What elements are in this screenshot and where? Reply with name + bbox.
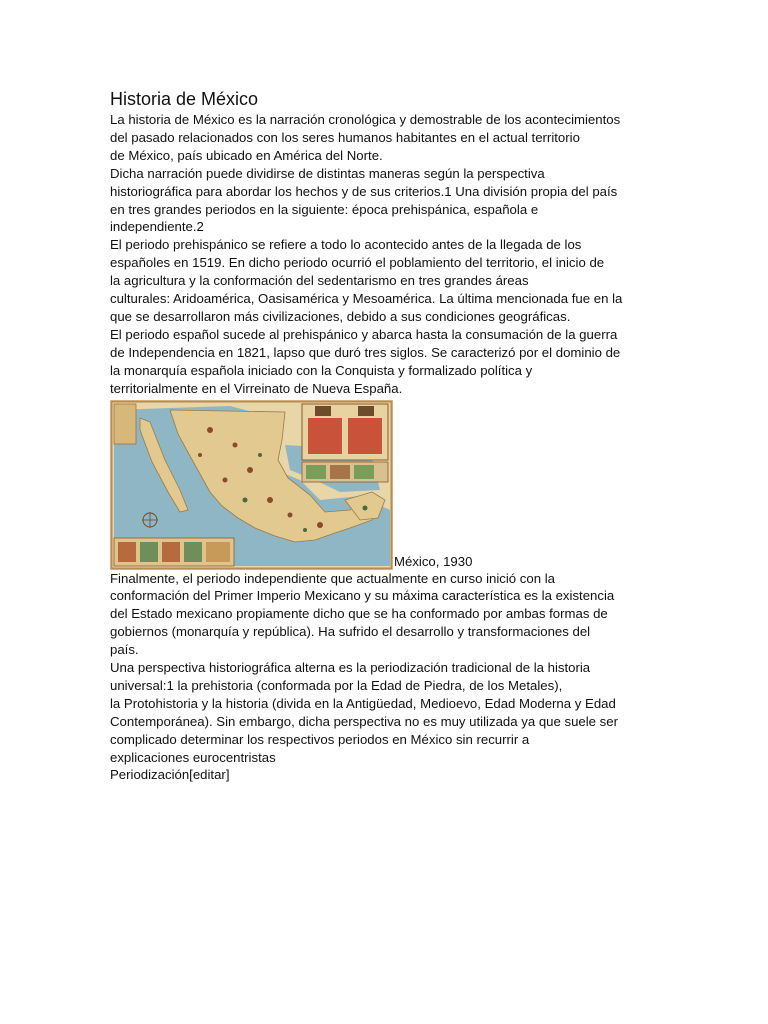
figure-mexico-1930 xyxy=(110,400,662,570)
paragraph-periodization: Una perspectiva historiográfica alterna es la periodización tradicional de la historia universal:1 la prehistoria (conformada por la Edad de Piedra, de los Metales), la Protohistoria y la historia (divida en la Antigüedad, Medioevo, Edad Moderna y Edad Contemporánea). Sin embargo, dicha perspectiva no es muy utilizada ya que suele ser complicado determinar los respectivos periodos en México sin recurrir a explicaciones eurocentristas xyxy=(110,660,619,765)
document-title: Historia de México xyxy=(110,89,259,109)
mexico-1930-map-image xyxy=(110,400,393,570)
section-heading-periodizacion: Periodización[editar] xyxy=(110,767,230,783)
document-page xyxy=(110,88,662,784)
paragraph-intro: La historia de México es la narración cronológica y demostrable de los acontecimientos del pasado relacionados con los seres humanos habitantes en el actual territorio de México, país ubicado en América del Norte. xyxy=(110,112,621,163)
paragraph-division: Dicha narración puede dividirse de distintas maneras según la perspectiva historiográfica para abordar los hechos y de sus criterios.1 Una división propia del país en tres grandes periodos en la siguiente: época prehispánica, española e independiente.2 xyxy=(110,165,618,235)
paragraph-spanish: El periodo español sucede al prehispánico y abarca hasta la consumación de la guerra de Independencia en 1821, lapso que duró tres siglos. Se caracterizó por el dominio de la monarquía española iniciado con la Conquista y formalizado política y territorialmente en el Virreinato de Nueva España. xyxy=(110,326,621,396)
figure-caption: México, 1930 xyxy=(394,553,473,569)
paragraph-prehispanic: El periodo prehispánico se refiere a todo lo acontecido antes de la llegada de los españoles en 1519. En dicho periodo ocurrió el poblamiento del territorio, el inicio de la agricultura y la conformación del sedentarismo en tres grandes áreas culturales: Aridoamérica, Oasisamérica y Mesoamérica. La última mencionada fue en la que se desarrollaron más civilizaciones, debido a sus condiciones geográficas. xyxy=(110,237,623,324)
paragraph-independent: Finalmente, el periodo independiente que actualmente en curso inició con la conformación del Primer Imperio Mexicano y su máxima característica es la existencia del Estado mexicano propiamente dicho que se ha conformado por ambas formas de gobiernos (monarquía y república). Ha sufrido el desarrollo y transformaciones del país. xyxy=(110,570,615,658)
